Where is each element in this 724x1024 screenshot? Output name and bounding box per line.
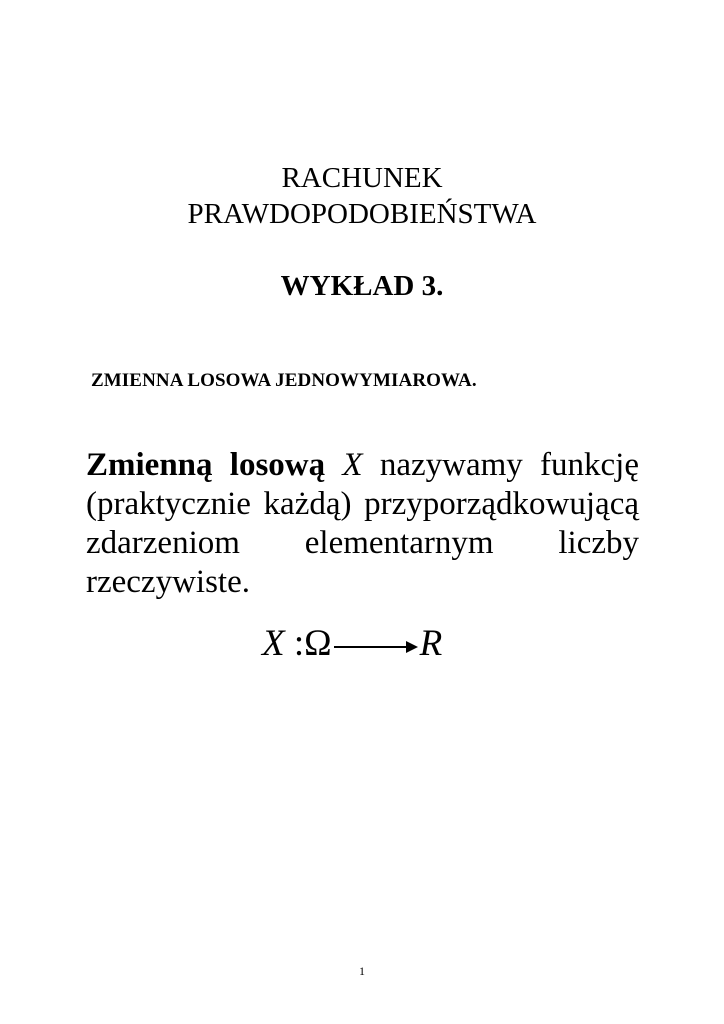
formula-colon: : xyxy=(293,623,305,664)
variable-symbol: X xyxy=(342,447,363,483)
defined-term: Zmienną losową xyxy=(86,447,326,483)
formula-variable: X xyxy=(262,623,285,664)
mapping-formula xyxy=(262,622,442,666)
formula-omega: Ω xyxy=(304,623,332,664)
definition-line-3: zdarzeniom elementarnym liczby xyxy=(86,525,639,561)
page-number: 1 xyxy=(359,964,365,978)
title-line-2: PRAWDOPODOBIEŃSTWA xyxy=(187,198,537,230)
definition-line-2: (praktycznie każdą) przyporządkowującą xyxy=(86,486,639,522)
definition-paragraph xyxy=(86,446,639,602)
definition-line-1 xyxy=(86,446,639,485)
definition-line-4: rzeczywiste. xyxy=(86,564,250,600)
definition-line-1-rest: nazywamy funkcję xyxy=(379,447,639,483)
lecture-heading: WYKŁAD 3. xyxy=(280,270,444,302)
document-title xyxy=(0,160,724,232)
formula-codomain: R xyxy=(419,623,443,664)
title-line-1: RACHUNEK xyxy=(281,162,443,194)
section-heading: ZMIENNA LOSOWA JEDNOWYMIAROWA. xyxy=(91,370,477,391)
long-right-arrow-icon xyxy=(334,637,418,657)
